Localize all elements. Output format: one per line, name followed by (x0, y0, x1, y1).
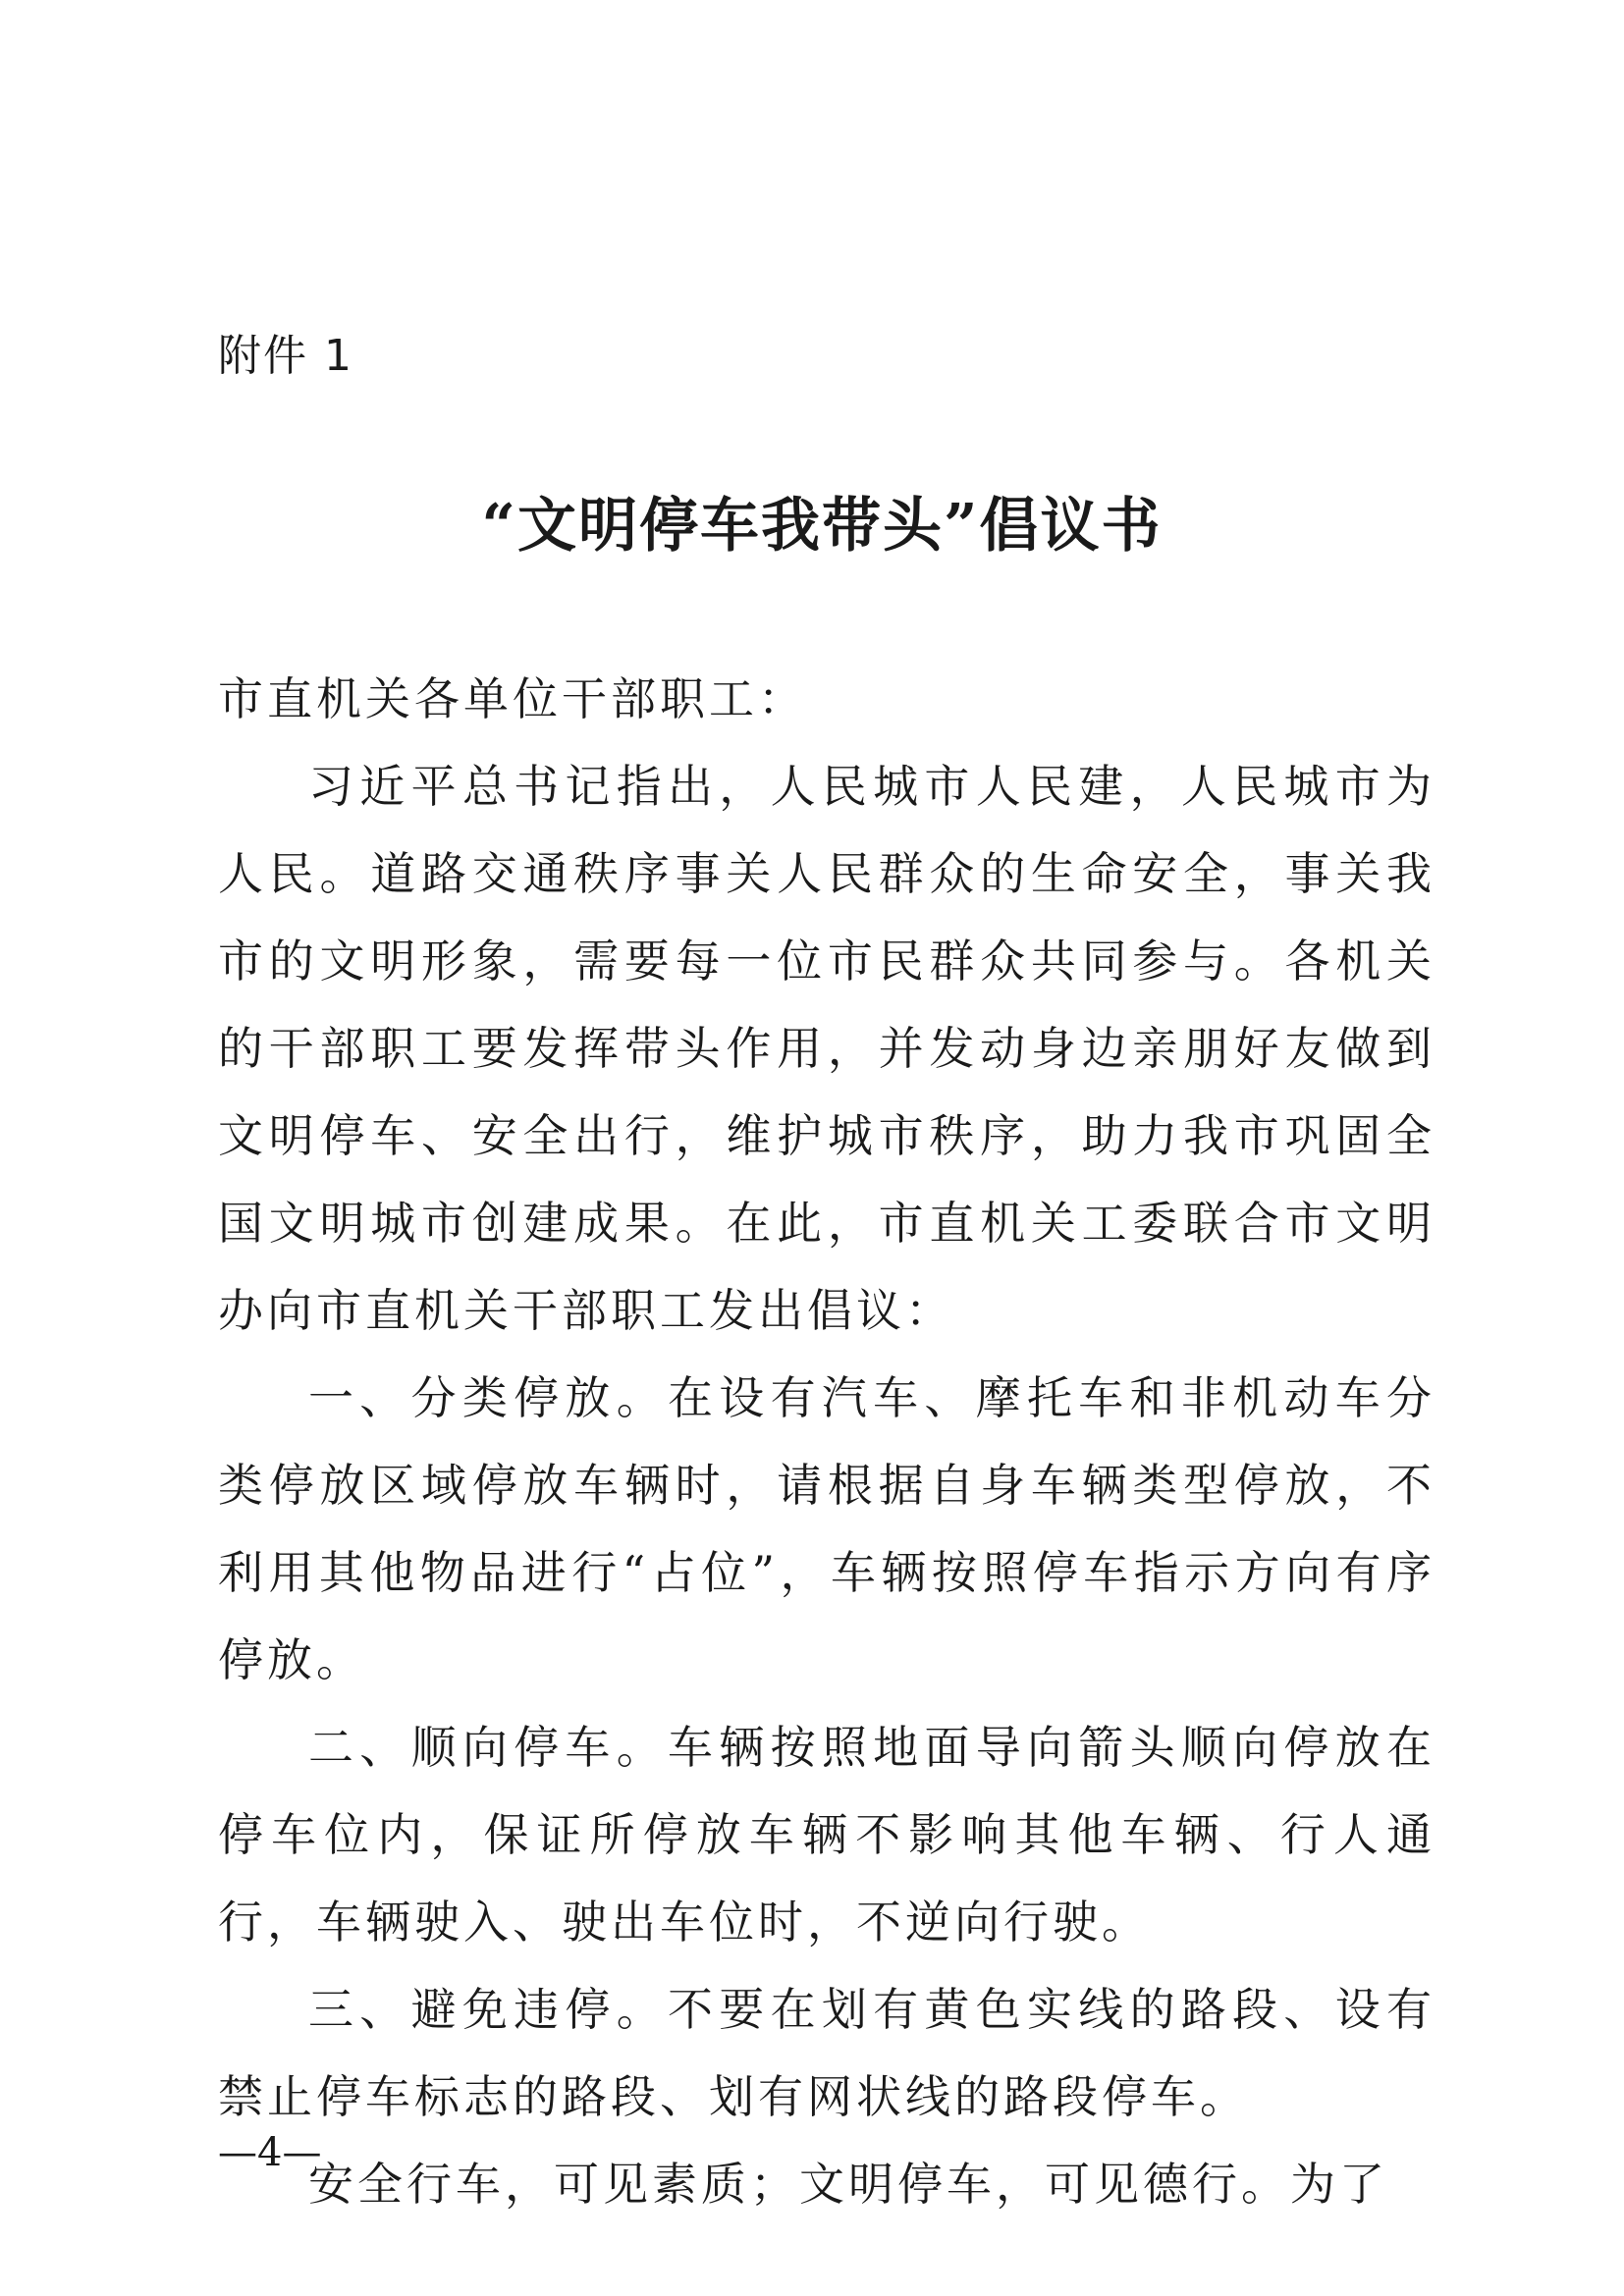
document-body (218, 656, 1435, 2228)
document-title: “文明停车我带头”倡议书 (481, 492, 1163, 561)
paragraph-item-1: 一、分类停放。在设有汽车、摩托车和非机动车分类停放区域停放车辆时，请根据自身车辆类型停放，不利用其他物品进行“占位”，车辆按照停车指示方向有序停放。 (218, 1371, 1435, 1686)
page-number: —4— (218, 2130, 322, 2175)
salutation: 市直机关各单位干部职工： (218, 672, 807, 725)
paragraph-item-3: 三、避免违停。不要在划有黄色实线的路段、设有禁止停车标志的路段、划有网状线的路段停车。 (218, 1983, 1435, 2123)
paragraph-item-2: 二、顺向停车。车辆按照地面导向箭头顺向停放在停车位内，保证所停放车辆不影响其他车辆、行人通行，车辆驶入、驶出车位时，不逆向行驶。 (218, 1721, 1435, 1949)
paragraph-closing: 安全行车，可见素质；文明停车，可见德行。为了 (308, 2158, 1388, 2211)
attachment-label: 附件 1 (218, 331, 353, 381)
paragraph-intro: 习近平总书记指出，人民城市人民建，人民城市为人民。道路交通秩序事关人民群众的生命安全，事关我市的文明形象，需要每一位市民群众共同参与。各机关的干部职工要发挥带头作用，并发动身边亲朋好友做到文明停车、安全出行，维护城市秩序，助力我市巩固全国文明城市创建成果。在此，市直机关工委联合市文明办向市直机关干部职工发出倡议： (218, 760, 1435, 1337)
